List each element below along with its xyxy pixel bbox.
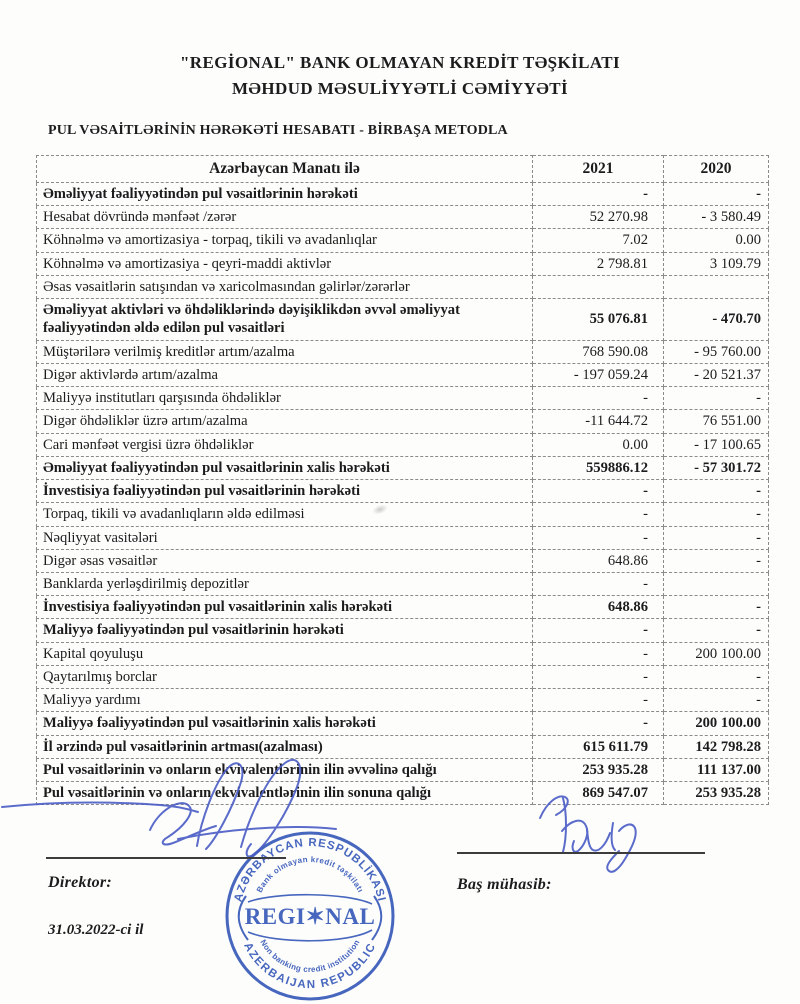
value-2021: -11 644.72: [533, 410, 664, 433]
table-row: [37, 782, 769, 805]
value-2021: -: [533, 642, 664, 665]
table-row: [37, 410, 769, 433]
value-2021: 2 798.81: [533, 252, 664, 275]
table-row: [37, 642, 769, 665]
table-row: [37, 665, 769, 688]
stamp-text-inner-bottom: Non banking credit institution: [258, 938, 362, 975]
value-2021: -: [533, 619, 664, 642]
table-row: [37, 456, 769, 479]
value-2020: 253 935.28: [664, 782, 769, 805]
value-2020: 111 137.00: [664, 758, 769, 781]
value-2021: -: [533, 387, 664, 410]
table-row: [37, 387, 769, 410]
row-label: İnvestisiya fəaliyyətindən pul vəsaitlərinin hərəkəti: [37, 480, 533, 503]
table-row: [37, 758, 769, 781]
accountant-signature: [540, 796, 636, 871]
table-row: [37, 433, 769, 456]
value-2021: 559886.12: [533, 456, 664, 479]
value-2021: 615 611.79: [533, 735, 664, 758]
value-2021: -: [533, 572, 664, 595]
table-row: [37, 689, 769, 712]
director-label: Direktor:: [48, 874, 113, 891]
value-2020: [664, 572, 769, 595]
stamp-center-name: REGI✶NAL: [244, 904, 376, 929]
value-2020: -: [664, 665, 769, 688]
row-label: Pul vəsaitlərinin və onların ekvivalentlərinin ilin əvvəlinə qalığı: [37, 758, 533, 781]
table-row: [37, 480, 769, 503]
value-2020: - 3 580.49: [664, 206, 769, 229]
table-row: [37, 183, 769, 206]
table-row: [37, 340, 769, 363]
row-label: Əsas vəsaitlərin satışından və xaricolmasından gəlirlər/zərərlər: [37, 275, 533, 298]
value-2020: 200 100.00: [664, 712, 769, 735]
row-label: Kapital qoyuluşu: [37, 642, 533, 665]
company-stamp: [224, 830, 396, 1002]
chief-accountant-label: Baş mühasib:: [457, 876, 552, 893]
document-header: [0, 0, 800, 139]
value-2020: 200 100.00: [664, 642, 769, 665]
row-label: Digər əsas vəsaitlər: [37, 549, 533, 572]
value-2021: 7.02: [533, 229, 664, 252]
table-row: [37, 275, 769, 298]
row-label: Əməliyyat aktivləri və öhdəliklərində dəyişiklikdən əvvəl əməliyyat fəaliyyətindən əldə edilən pul vəsaitləri: [37, 299, 533, 340]
value-2021: -: [533, 689, 664, 712]
value-2020: 76 551.00: [664, 410, 769, 433]
row-label: Digər öhdəliklər üzrə artım/azalma: [37, 410, 533, 433]
row-label: İnvestisiya fəaliyyətindən pul vəsaitlərinin xalis hərəkəti: [37, 596, 533, 619]
value-2021: -: [533, 526, 664, 549]
value-2021: 253 935.28: [533, 758, 664, 781]
row-label: Əməliyyat fəaliyyətindən pul vəsaitlərinin hərəkəti: [37, 183, 533, 206]
value-2020: -: [664, 526, 769, 549]
value-2020: - 17 100.65: [664, 433, 769, 456]
value-2021: -: [533, 665, 664, 688]
value-2020: - 95 760.00: [664, 340, 769, 363]
table-row: [37, 712, 769, 735]
row-label: Maliyyə yardımı: [37, 689, 533, 712]
value-2021: 52 270.98: [533, 206, 664, 229]
report-title: PUL VƏSAİTLƏRİNİN HƏRƏKƏTİ HESABATI - BİRBAŞA METODLA: [48, 123, 508, 138]
table-row: [37, 596, 769, 619]
table-header-2021: 2021: [533, 156, 664, 183]
row-label: Qaytarılmış borclar: [37, 665, 533, 688]
row-label: Hesabat dövründə mənfəət /zərər: [37, 206, 533, 229]
value-2021: - 197 059.24: [533, 363, 664, 386]
value-2021: 648.86: [533, 596, 664, 619]
value-2020: -: [664, 387, 769, 410]
stamp-seal-graphic: [224, 830, 396, 1002]
value-2020: [664, 275, 769, 298]
stamp-text-outer-top: AZƏRBAYCAN RESPUBLİKASI: [232, 836, 388, 904]
row-label: Cari mənfəət vergisi üzrə öhdəliklər: [37, 433, 533, 456]
accountant-signature-line: [457, 852, 705, 854]
value-2021: 55 076.81: [533, 299, 664, 340]
value-2020: 0.00: [664, 229, 769, 252]
value-2020: 142 798.28: [664, 735, 769, 758]
value-2020: - 57 301.72: [664, 456, 769, 479]
row-label: Müştərilərə verilmiş kreditlər artım/azalma: [37, 340, 533, 363]
row-label: Banklarda yerləşdirilmiş depozitlər: [37, 572, 533, 595]
table-row: [37, 503, 769, 526]
table-header-currency: Azərbaycan Manatı ilə: [37, 156, 533, 183]
table-header-row: [37, 156, 769, 183]
value-2020: -: [664, 549, 769, 572]
row-label: Maliyyə fəaliyyətindən pul vəsaitlərinin hərəkəti: [37, 619, 533, 642]
table-row: [37, 549, 769, 572]
row-label: Pul vəsaitlərinin və onların ekvivalentlərinin ilin sonuna qalığı: [37, 782, 533, 805]
value-2020: - 20 521.37: [664, 363, 769, 386]
value-2021: -: [533, 712, 664, 735]
value-2020: -: [664, 503, 769, 526]
table-row: [37, 619, 769, 642]
table-row: [37, 252, 769, 275]
table-row: [37, 206, 769, 229]
table-row: [37, 229, 769, 252]
table-header-2020: 2020: [664, 156, 769, 183]
table-row: [37, 526, 769, 549]
row-label: Köhnəlmə və amortizasiya - qeyri-maddi aktivlər: [37, 252, 533, 275]
director-signature-line: [46, 857, 286, 859]
row-label: Nəqliyyat vasitələri: [37, 526, 533, 549]
value-2021: -: [533, 183, 664, 206]
value-2020: 3 109.79: [664, 252, 769, 275]
value-2020: - 470.70: [664, 299, 769, 340]
table-row: [37, 299, 769, 340]
value-2020: -: [664, 689, 769, 712]
table-row: [37, 735, 769, 758]
row-label: Maliyyə fəaliyyətindən pul vəsaitlərinin xalis hərəkəti: [37, 712, 533, 735]
report-date: 31.03.2022-ci il: [48, 922, 144, 938]
row-label: Torpaq, tikili və avadanlıqların əldə edilməsi: [37, 503, 533, 526]
value-2020: -: [664, 596, 769, 619]
cash-flow-table: [36, 155, 769, 805]
value-2020: -: [664, 480, 769, 503]
svg-text:AZƏRBAYCAN RESPUBLİKASI: [232, 837, 387, 903]
value-2021: 648.86: [533, 549, 664, 572]
row-label: Digər aktivlərdə artım/azalma: [37, 363, 533, 386]
row-label: İl ərzində pul vəsaitlərinin artması(azalması): [37, 735, 533, 758]
table-row: [37, 572, 769, 595]
value-2020: -: [664, 183, 769, 206]
table-row: [37, 363, 769, 386]
stamp-text-inner-top: Bank olmayan kredit təşkilatı: [254, 854, 366, 895]
value-2021: 0.00: [533, 433, 664, 456]
value-2021: -: [533, 503, 664, 526]
value-2021: [533, 275, 664, 298]
row-label: Əməliyyat fəaliyyətindən pul vəsaitlərinin xalis hərəkəti: [37, 456, 533, 479]
company-name-title: "REGİONAL" BANK OLMAYAN KREDİT TƏŞKİLATI: [179, 53, 621, 72]
value-2021: -: [533, 480, 664, 503]
stamp-text-outer-bottom: AZERBAIJAN REPUBLIC: [241, 940, 379, 992]
value-2021: 768 590.08: [533, 340, 664, 363]
row-label: Köhnəlmə və amortizasiya - torpaq, tikili və avadanlıqlar: [37, 229, 533, 252]
row-label: Maliyyə institutları qarşısında öhdəliklər: [37, 387, 533, 410]
company-type-title: MƏHDUD MƏSULİYYƏTLİ CƏMİYYƏTİ: [231, 78, 569, 98]
table-body: [37, 183, 769, 805]
value-2021: 869 547.07: [533, 782, 664, 805]
value-2020: -: [664, 619, 769, 642]
